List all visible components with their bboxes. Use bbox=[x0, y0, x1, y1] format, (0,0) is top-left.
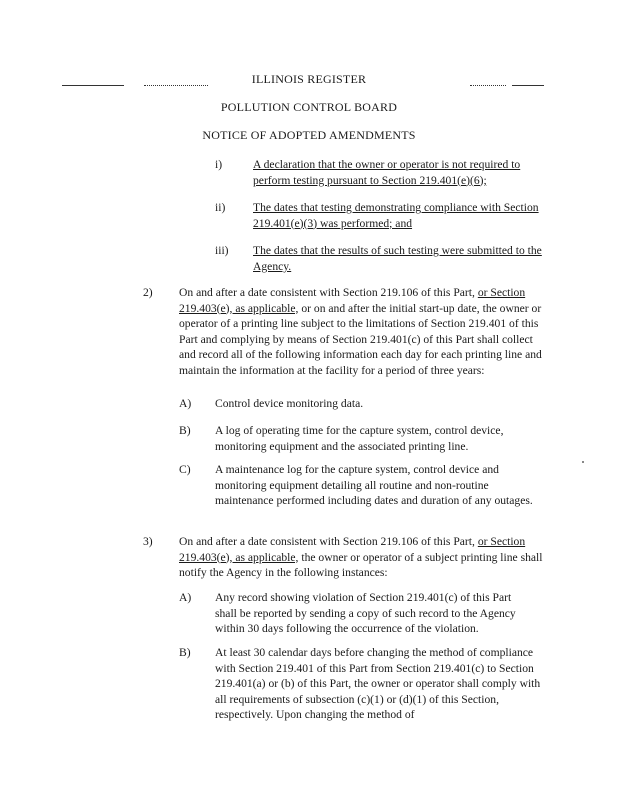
item-iii-label: iii) bbox=[215, 244, 229, 257]
para3-post: the owner or operator of a subject printing line shall notify the Agency in the following instances: bbox=[179, 550, 543, 580]
para3-item-b-text: At least 30 calendar days before changing the method of compliance with Section 219.401 of this Part from Section 219.401(c) to Section 219.401(a) or (b) of this Part, the owner or operator shall comply with all requirements of subsection (c)(1) or (d)(1) of this Section, respectively. Upon changing the method of bbox=[215, 646, 541, 722]
item-i-text: A declaration that the owner or operator is not required to perform testing pursuant to Section 219.401(e)(6); bbox=[253, 158, 521, 187]
item-ii-label: ii) bbox=[215, 201, 226, 214]
para2-text bbox=[179, 285, 545, 379]
item-ii-text: The dates that testing demonstrating compliance with Section 219.401(e)(3) was performed; and bbox=[253, 201, 539, 230]
para3-text bbox=[179, 534, 545, 581]
para2-label: 2) bbox=[143, 286, 153, 299]
notice-title: NOTICE OF ADOPTED AMENDMENTS bbox=[202, 128, 416, 142]
para2-pre: On and after a date consistent with Section 219.106 of this Part, bbox=[179, 286, 475, 299]
para2-item-b-text: A log of operating time for the capture system, control device, monitoring equipment and the associated printing line. bbox=[215, 424, 504, 453]
board-title: POLLUTION CONTROL BOARD bbox=[220, 100, 398, 114]
para3-label: 3) bbox=[143, 535, 153, 548]
para2-item-c-label: C) bbox=[179, 463, 191, 476]
para3-item-b-label: B) bbox=[179, 646, 191, 659]
para3-inserted: or Section 219.403(e), as applicable, bbox=[179, 535, 526, 564]
scan-speck bbox=[582, 461, 584, 463]
item-i-label: i) bbox=[215, 158, 223, 171]
para3-item-a-text: Any record showing violation of Section 219.401(c) of this Part shall be reported by sending a copy of such record to the Agency within 30 days following the occurrence of the violation. bbox=[215, 591, 516, 636]
register-title: ILLINOIS REGISTER bbox=[251, 72, 367, 86]
para2-item-a-text: Control device monitoring data. bbox=[215, 397, 364, 410]
para2-inserted: or Section 219.403(e), as applicable, bbox=[179, 286, 526, 315]
para2-item-b-label: B) bbox=[179, 424, 191, 437]
para3-pre: On and after a date consistent with Section 219.106 of this Part, bbox=[179, 535, 475, 548]
para2-item-c-text: A maintenance log for the capture system, control device and monitoring equipment detailing all routine and non-routine maintenance performed including dates and duration of any outages. bbox=[215, 463, 533, 508]
para2-item-a-label: A) bbox=[179, 397, 192, 410]
item-iii-text: The dates that the results of such testing were submitted to the Agency. bbox=[253, 244, 542, 273]
para3-item-a-label: A) bbox=[179, 591, 192, 604]
para2-post: or on and after the initial start-up date, the owner or operator of a printing line subject to the limitations of Section 219.401 of this Part and complying by means of Section 219.401(c) of this Part shall collect and record all of the following information each day for each printing line and maintain the information at the facility for a period of three years: bbox=[179, 301, 542, 377]
